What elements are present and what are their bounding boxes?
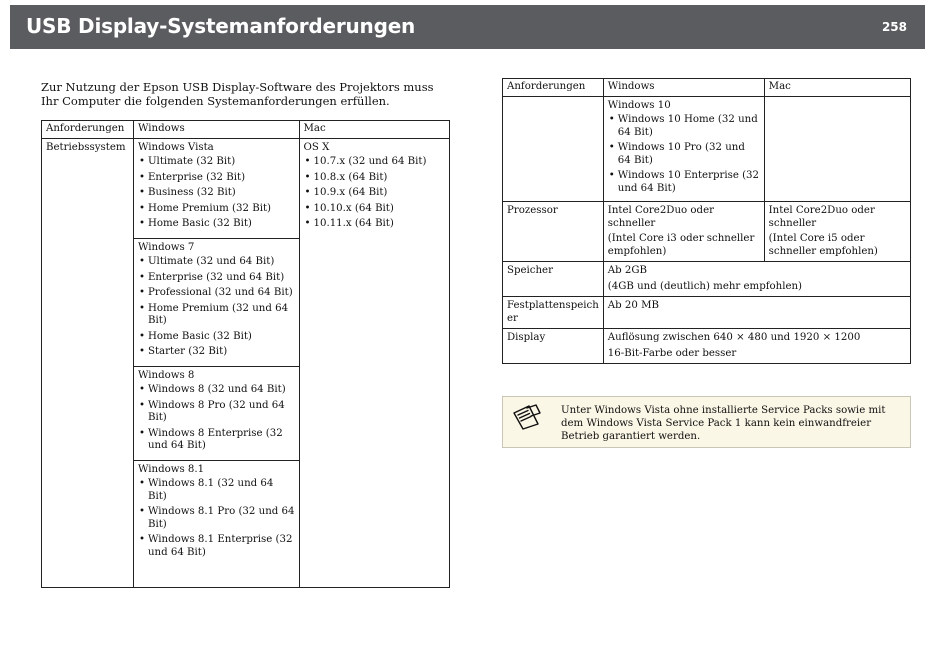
- page-number: 258: [881, 20, 907, 34]
- os-list: [138, 384, 295, 453]
- list-item: • Windows 8 Pro (32 und 64 Bit): [148, 400, 295, 425]
- table-row: [42, 138, 450, 587]
- list-item: • Home Basic (32 Bit): [148, 331, 295, 344]
- cell-value: [603, 202, 764, 262]
- table-row: [503, 96, 911, 202]
- cell-line: Auflösung zwischen 640 × 480 und 1920 × 1200: [607, 332, 861, 343]
- list-item: • 10.7.x (32 und 64 Bit): [314, 156, 446, 169]
- os-group-title: Windows 8.1: [137, 463, 205, 475]
- list-item: • Windows 10 Enterprise (32 und 64 Bit): [618, 170, 760, 195]
- table-header-row: [503, 79, 911, 97]
- os-group-title: Windows 7: [137, 241, 195, 253]
- list-item: • Windows 8.1 (32 und 64 Bit): [148, 478, 295, 503]
- list-item: • Windows 10 Pro (32 und 64 Bit): [618, 142, 760, 167]
- note-text: Unter Windows Vista ohne installierte Service Packs sowie mit dem Windows Vista Service Pack 1 kann kein einwandfreier Betrieb garantiert werden.: [561, 405, 886, 442]
- column-header: Mac: [299, 121, 450, 139]
- row-label: Betriebssystem: [42, 138, 134, 587]
- os-group-title: Windows 10: [607, 99, 671, 111]
- note-box: [502, 396, 911, 448]
- intro-text: Zur Nutzung der Epson USB Display-Software des Projektors muss Ihr Computer die folgenden Systemanforderungen erfüllen.: [41, 80, 434, 108]
- requirements-table-right: [502, 78, 911, 364]
- list-item: • Windows 8 (32 und 64 Bit): [148, 384, 295, 397]
- cell-value: [764, 202, 910, 262]
- note-pencil-icon: [511, 404, 543, 434]
- os-group-win10: [603, 96, 764, 202]
- list-item: • Home Premium (32 und 64 Bit): [148, 303, 295, 328]
- list-item: • Home Basic (32 Bit): [148, 218, 295, 231]
- column-header: Windows: [603, 79, 764, 97]
- row-label: Speicher: [503, 262, 604, 297]
- row-label: [503, 96, 604, 202]
- table-row: [503, 329, 911, 364]
- cell-line: (4GB und (deutlich) mehr empfohlen): [607, 280, 803, 292]
- os-group-win7: [134, 238, 299, 366]
- os-list: [138, 156, 295, 231]
- table-row: [503, 262, 911, 297]
- list-item: • Windows 10 Home (32 und 64 Bit): [618, 114, 760, 139]
- windows-versions: [134, 139, 299, 567]
- os-list: [304, 156, 446, 231]
- requirements-table-left: [41, 120, 450, 588]
- row-label: Display: [503, 329, 604, 364]
- cell-value: [603, 297, 910, 329]
- os-group-title: Windows Vista: [137, 141, 214, 153]
- list-item: • Windows 8 Enterprise (32 und 64 Bit): [148, 428, 295, 453]
- mac-cell: [764, 96, 910, 202]
- page-title: USB Display-Systemanforderungen: [26, 14, 416, 38]
- list-item: • 10.9.x (64 Bit): [314, 187, 446, 200]
- os-group-win8: [134, 366, 299, 460]
- list-item: • Windows 8.1 Pro (32 und 64 Bit): [148, 506, 295, 531]
- os-list: [138, 256, 295, 359]
- os-group-win81: [134, 460, 299, 566]
- os-group-title: OS X: [303, 141, 330, 153]
- list-item: • Ultimate (32 und 64 Bit): [148, 256, 295, 269]
- list-item: • Windows 8.1 Enterprise (32 und 64 Bit): [148, 534, 295, 559]
- cell-line: (Intel Core i5 oder schneller empfohlen): [768, 233, 878, 257]
- column-header: Mac: [764, 79, 910, 97]
- os-list: [608, 114, 760, 195]
- os-group-title: Windows 8: [137, 369, 195, 381]
- os-list: [138, 478, 295, 559]
- column-header: Anforderungen: [42, 121, 134, 139]
- table-row: [503, 297, 911, 329]
- windows-cell: [133, 138, 299, 587]
- column-header: Anforderungen: [503, 79, 604, 97]
- list-item: • 10.11.x (64 Bit): [314, 218, 446, 231]
- list-item: • Enterprise (32 Bit): [148, 172, 295, 185]
- mac-cell: [299, 138, 450, 587]
- list-item: • 10.10.x (64 Bit): [314, 203, 446, 216]
- row-label: Festplattenspeich er: [503, 297, 604, 329]
- table-row: [503, 202, 911, 262]
- cell-value: [603, 329, 910, 364]
- row-label: Prozessor: [503, 202, 604, 262]
- list-item: • 10.8.x (64 Bit): [314, 172, 446, 185]
- list-item: • Business (32 Bit): [148, 187, 295, 200]
- cell-line: Intel Core2Duo oder schneller: [768, 205, 875, 229]
- cell-line: Ab 2GB: [607, 265, 648, 276]
- list-item: • Professional (32 und 64 Bit): [148, 287, 295, 300]
- cell-line: Ab 20 MB: [607, 300, 660, 311]
- cell-line: Intel Core2Duo oder schneller: [607, 205, 714, 229]
- list-item: • Enterprise (32 und 64 Bit): [148, 272, 295, 285]
- page-header: [10, 5, 925, 49]
- list-item: • Starter (32 Bit): [148, 346, 295, 359]
- table-header-row: [42, 121, 450, 139]
- cell-line: (Intel Core i3 oder schneller empfohlen): [607, 233, 755, 257]
- column-header: Windows: [133, 121, 299, 139]
- list-item: • Ultimate (32 Bit): [148, 156, 295, 169]
- cell-line: 16-Bit-Farbe oder besser: [607, 347, 737, 359]
- os-group-vista: [134, 139, 299, 239]
- cell-value: [603, 262, 910, 297]
- list-item: • Home Premium (32 Bit): [148, 203, 295, 216]
